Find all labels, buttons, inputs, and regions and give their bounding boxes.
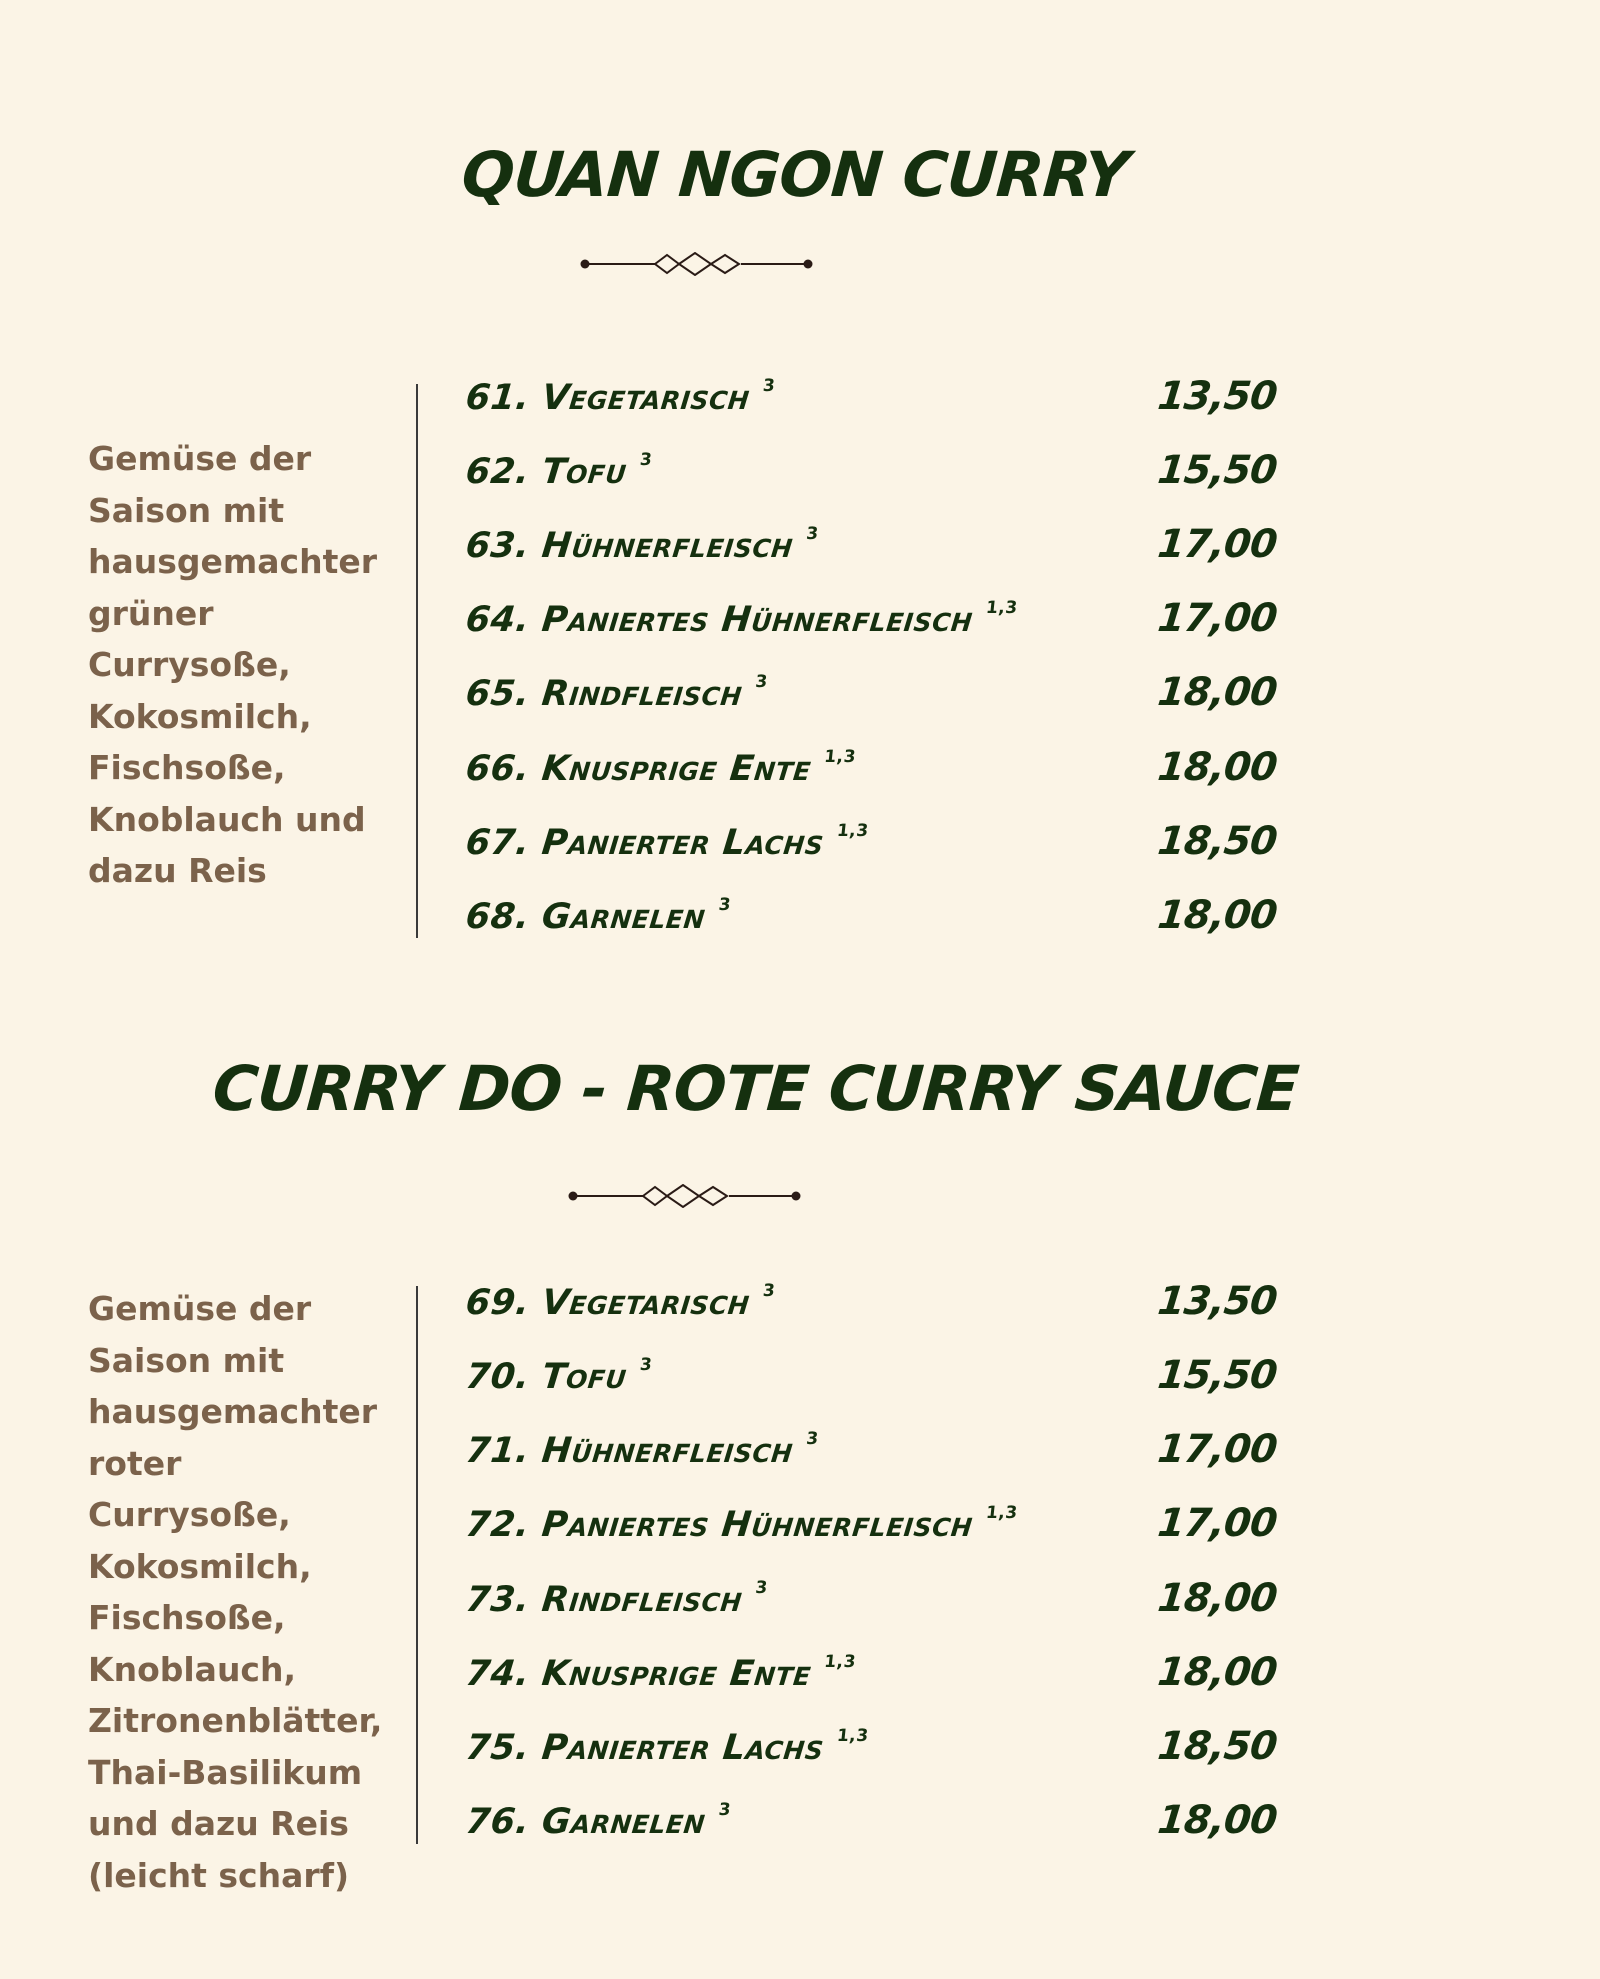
description-line: Gemüse der [88, 439, 312, 478]
item-price: 18,50 [1155, 1724, 1279, 1769]
menu-section-curry-do [0, 1000, 1600, 1900]
item-price: 13,50 [1155, 374, 1279, 419]
item-price: 18,00 [1155, 1650, 1279, 1695]
menu-item [463, 592, 1279, 652]
description-line: hausgemachter [88, 1392, 378, 1431]
item-name: 66. Knusprige Ente [463, 749, 814, 789]
item-name: 72. Paniertes Hühnerfleisch [463, 1505, 975, 1545]
description-line: grüner [88, 593, 214, 633]
allergen-note: 3 [638, 1355, 654, 1375]
ornament-divider-icon [578, 252, 818, 276]
item-name: 63. Hühnerfleisch [463, 526, 796, 566]
item-price: 18,00 [1155, 670, 1279, 715]
menu-section-quan-ngon-curry [0, 0, 1600, 960]
vertical-divider [416, 1286, 418, 1844]
item-price: 17,00 [1155, 522, 1279, 567]
description-line: Kokosmilch, [88, 1546, 312, 1586]
description-line: und dazu Reis [88, 1804, 349, 1843]
menu-item [463, 1275, 1279, 1335]
menu-item [463, 1497, 1279, 1557]
description-line: Saison mit [88, 490, 285, 530]
allergen-note: 1,3 [823, 747, 858, 767]
allergen-note: 3 [754, 672, 769, 692]
item-name: 64. Paniertes Hühnerfleisch [463, 600, 975, 640]
allergen-note: 3 [717, 1800, 733, 1820]
item-price: 18,50 [1155, 819, 1279, 864]
item-price: 18,00 [1155, 1798, 1279, 1843]
ornament-divider-icon [566, 1184, 806, 1208]
description-line: dazu Reis [88, 851, 267, 890]
description-line: Fischsoße, [88, 1598, 286, 1637]
menu-item [463, 889, 1279, 949]
item-name: 70. Tofu [463, 1357, 629, 1397]
description-line: Knoblauch und [88, 799, 366, 839]
item-name: 62. Tofu [463, 452, 629, 492]
item-price: 13,50 [1155, 1279, 1279, 1324]
allergen-note: 1,3 [835, 821, 870, 841]
menu-item [463, 1794, 1279, 1854]
allergen-note: 3 [638, 450, 654, 470]
item-name: 75. Panierter Lachs [463, 1728, 826, 1768]
description-line: Gemüse der [88, 1289, 312, 1328]
menu-item [463, 1646, 1279, 1706]
description-line: Currysoße, [88, 645, 291, 684]
menu-item [463, 444, 1279, 504]
allergen-note: 1,3 [823, 1652, 858, 1672]
item-name: 71. Hühnerfleisch [463, 1431, 796, 1471]
description-line: roter Currysoße, [88, 1443, 291, 1534]
menu-item [463, 741, 1279, 801]
menu-item [463, 1572, 1279, 1632]
item-name: 74. Knusprige Ente [463, 1654, 814, 1694]
item-name: 69. Vegetarisch [463, 1283, 752, 1323]
description-line: Kokosmilch, [88, 696, 312, 736]
item-price: 15,50 [1155, 1353, 1279, 1398]
allergen-note: 3 [754, 1578, 769, 1598]
vertical-divider [416, 384, 418, 938]
allergen-note: 3 [761, 1281, 777, 1301]
item-name: 73. Rindfleisch [463, 1580, 745, 1620]
allergen-note: 1,3 [835, 1726, 870, 1746]
section-description [88, 433, 388, 897]
description-line: Thai-Basilikum [88, 1752, 363, 1792]
section-title: QUAN NGON CURRY [459, 138, 1131, 211]
item-price: 18,00 [1155, 893, 1279, 938]
item-name: 61. Vegetarisch [463, 378, 752, 418]
menu-item [463, 1423, 1279, 1483]
menu-item [463, 1720, 1279, 1780]
menu-item [463, 666, 1279, 726]
description-line: Fischsoße, [88, 748, 286, 787]
item-name: 76. Garnelen [463, 1802, 708, 1842]
allergen-note: 1,3 [984, 598, 1019, 618]
description-line: Saison mit [88, 1340, 285, 1380]
description-line: hausgemachter [88, 542, 378, 581]
description-line: Zitronenblätter, [88, 1701, 383, 1740]
item-price: 17,00 [1155, 596, 1279, 641]
allergen-note: 3 [717, 895, 733, 915]
description-line: (leicht scharf) [88, 1855, 350, 1895]
item-price: 18,00 [1155, 1576, 1279, 1621]
menu-item [463, 370, 1279, 430]
menu-item [463, 815, 1279, 875]
item-price: 18,00 [1155, 745, 1279, 790]
menu-item [463, 518, 1279, 578]
allergen-note: 3 [761, 376, 777, 396]
item-name: 68. Garnelen [463, 897, 708, 937]
item-price: 17,00 [1155, 1501, 1279, 1546]
section-title: CURRY DO - ROTE CURRY SAUCE [210, 1052, 1301, 1125]
item-name: 65. Rindfleisch [463, 674, 745, 714]
allergen-note: 3 [805, 524, 820, 544]
item-name: 67. Panierter Lachs [463, 823, 826, 863]
menu-item [463, 1349, 1279, 1409]
allergen-note: 3 [805, 1429, 820, 1449]
item-price: 17,00 [1155, 1427, 1279, 1472]
item-price: 15,50 [1155, 448, 1279, 493]
section-description [88, 1283, 388, 1901]
allergen-note: 1,3 [984, 1503, 1019, 1523]
description-line: Knoblauch, [88, 1649, 297, 1689]
